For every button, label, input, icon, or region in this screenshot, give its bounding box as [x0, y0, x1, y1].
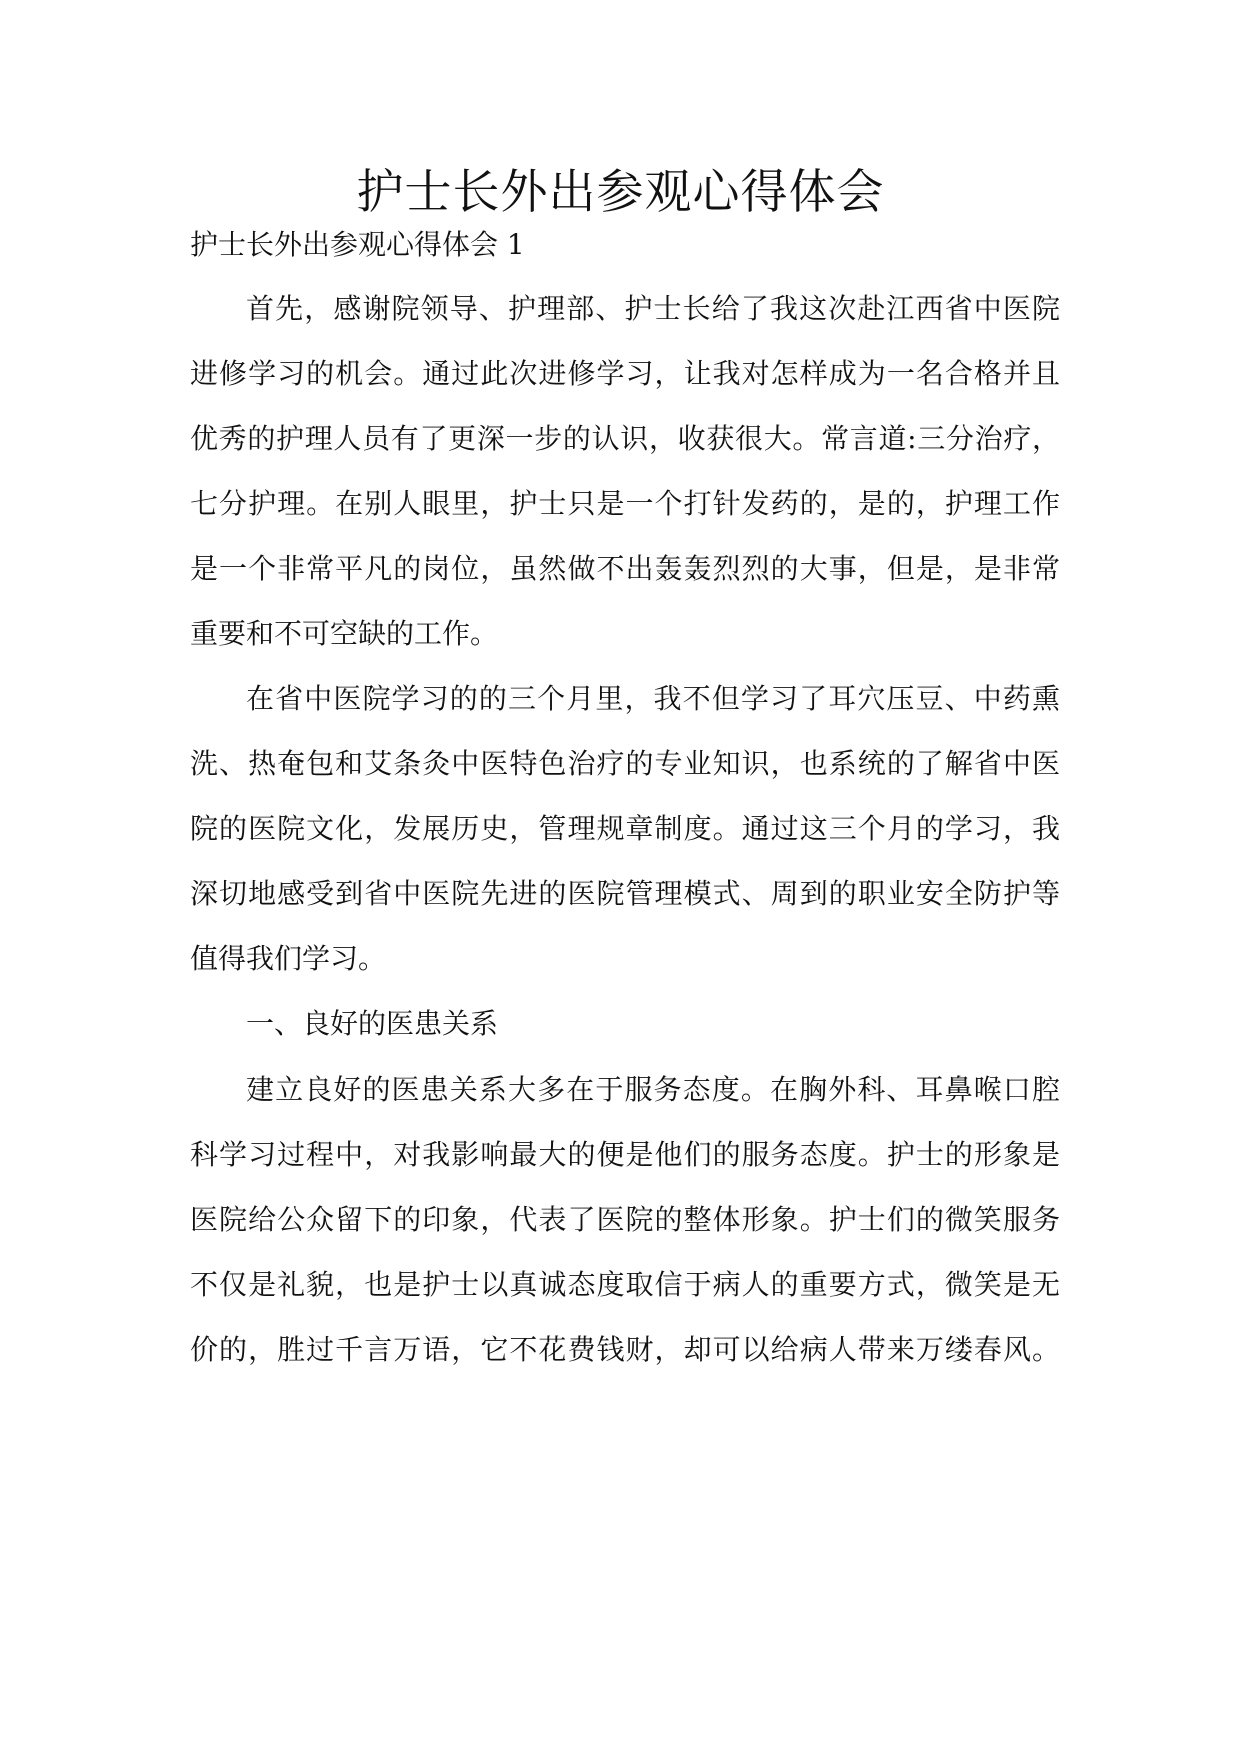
paragraph-line: 在省中医院学习的的三个月里，我不但学习了耳穴压豆、中药熏: [246, 682, 1060, 715]
paragraph-line: 重要和不可空缺的工作。: [190, 617, 499, 650]
paragraph-line: 院的医院文化，发展历史，管理规章制度。通过这三个月的学习，我: [190, 812, 1060, 845]
paragraph-line: 价的，胜过千言万语，它不花费钱财，却可以给病人带来万缕春风。: [190, 1333, 1060, 1366]
paragraph-line: 科学习过程中，对我影响最大的便是他们的服务态度。护士的形象是: [190, 1138, 1060, 1171]
paragraph-line: 七分护理。在别人眼里，护士只是一个打针发药的，是的，护理工作: [190, 487, 1060, 520]
paragraph-line: 洗、热奄包和艾条灸中医特色治疗的专业知识，也系统的了解省中医: [190, 747, 1060, 780]
paragraph-line: 医院给公众留下的印象，代表了医院的整体形象。护士们的微笑服务: [190, 1203, 1060, 1236]
document-title: 护士长外出参观心得体会: [356, 165, 885, 220]
paragraph-line: 值得我们学习。: [190, 942, 387, 975]
paragraph-line: 优秀的护理人员有了更深一步的认识，收获很大。常言道:三分治疗，: [190, 422, 1060, 455]
paragraph-line: 建立良好的医患关系大多在于服务态度。在胸外科、耳鼻喉口腔: [246, 1073, 1060, 1106]
paragraph-line: 是一个非常平凡的岗位，虽然做不出轰轰烈烈的大事，但是，是非常: [190, 552, 1060, 585]
section-heading: 护士长外出参观心得体会 1: [190, 228, 525, 261]
paragraph-line: 首先，感谢院领导、护理部、护士长给了我这次赴江西省中医院: [246, 292, 1060, 325]
paragraph-line: 深切地感受到省中医院先进的医院管理模式、周到的职业安全防护等: [190, 877, 1060, 910]
paragraph-line: 不仅是礼貌，也是护士以真诚态度取信于病人的重要方式，微笑是无: [190, 1268, 1060, 1301]
paragraph-line: 进修学习的机会。通过此次进修学习，让我对怎样成为一名合格并且: [190, 357, 1060, 390]
subsection-heading: 一、良好的医患关系: [246, 1007, 499, 1040]
